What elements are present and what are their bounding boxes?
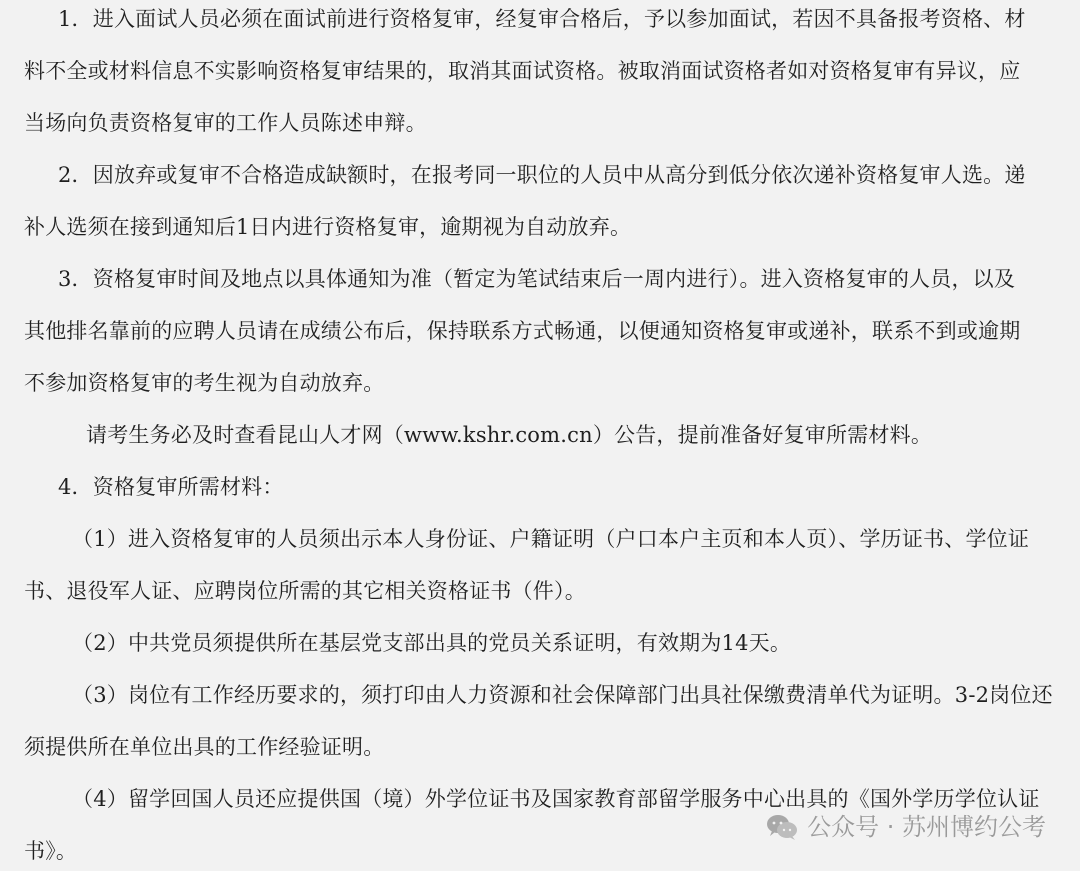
paragraph-line: 当场向负责资格复审的工作人员陈述申辩。: [24, 111, 427, 135]
paragraph-line: 其他排名靠前的应聘人员请在成绩公布后，保持联系方式畅通，以便通知资格复审或递补，联系不到或逾期: [24, 319, 1021, 343]
paragraph-line: 1．进入面试人员必须在面试前进行资格复审，经复审合格后，予以参加面试，若因不具备报考资格、材: [58, 7, 1026, 31]
paragraph-line: 料不全或材料信息不实影响资格复审结果的，取消其面试资格。被取消面试资格者如对资格复审有异议，应: [24, 59, 1021, 83]
watermark: [765, 813, 1046, 841]
paragraph-line: （3）岗位有工作经历要求的，须打印由人力资源和社会保障部门出具社保缴费清单代为证明。3-2岗位还: [72, 683, 1053, 707]
wechat-icon: [765, 813, 799, 841]
paragraph-line: 书》。: [24, 839, 78, 863]
paragraph-line: 不参加资格复审的考生视为自动放弃。: [24, 371, 385, 395]
paragraph-line: 4．资格复审所需材料：: [58, 475, 284, 499]
paragraph-line: 须提供所在单位出具的工作经验证明。: [24, 735, 385, 759]
paragraph-line: 3．资格复审时间及地点以具体通知为准（暂定为笔试结束后一周内进行）。进入资格复审的人员，以及: [58, 267, 1016, 291]
paragraph-line: （2）中共党员须提供所在基层党支部出具的党员关系证明，有效期为14天。: [72, 631, 792, 655]
paragraph-line: （1）进入资格复审的人员须出示本人身份证、户籍证明（户口本户主页和本人页）、学历证书、学位证: [72, 527, 1030, 551]
paragraph-line: （4）留学回国人员还应提供国（境）外学位证书及国家教育部留学服务中心出具的《国外学历学位认证: [72, 787, 1040, 811]
paragraph-line: 书、退役军人证、应聘岗位所需的其它相关资格证书（件）。: [24, 579, 586, 603]
paragraph-line: 补人选须在接到通知后1日内进行资格复审，逾期视为自动放弃。: [24, 215, 632, 239]
watermark-text: 公众号 · 苏州博约公考: [807, 813, 1046, 841]
paragraph-line: 请考生务必及时查看昆山人才网（www.kshr.com.cn）公告，提前准备好复审所需材料。: [86, 423, 933, 447]
paragraph-line: 2．因放弃或复审不合格造成缺额时，在报考同一职位的人员中从高分到低分依次递补资格复审人选。递: [58, 163, 1026, 187]
